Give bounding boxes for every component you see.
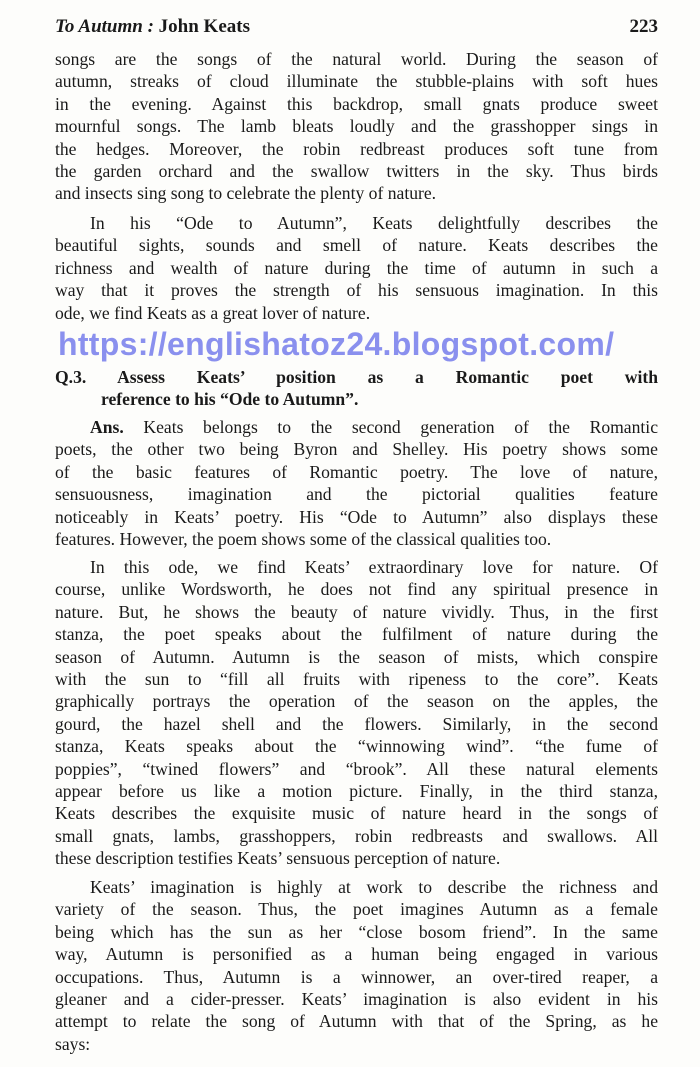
- text-line: and insects sing song to celebrate the plenty of nature.: [55, 183, 437, 204]
- running-header: [55, 16, 250, 38]
- text-line: says:: [55, 1033, 91, 1054]
- text-line: nature. But, he shows the beauty of nature vividly. Thus, in the first: [55, 601, 658, 622]
- text-line: course, unlike Wordsworth, he does not find any spiritual presence in: [55, 579, 658, 600]
- text-line: attempt to relate the song of Autumn with that of the Spring, as he: [55, 1011, 658, 1032]
- text-line: [55, 416, 658, 438]
- text-line: noticeably in Keats’ poetry. His “Ode to Autumn” also displays these: [55, 506, 658, 527]
- text-span: Keats belongs to the second generation of the Romantic: [123, 417, 658, 437]
- text-line: the hedges. Moreover, the robin redbreast produces soft tune from: [55, 138, 658, 159]
- text-line: stanza, Keats speaks about the “winnowing wind”. “the fume of: [55, 736, 658, 757]
- text-line: Keats’ imagination is highly at work to describe the richness and: [90, 877, 658, 897]
- text-line: beautiful sights, sounds and smell of nature. Keats describes the: [55, 235, 658, 256]
- text-line: being which has the sun as her “close bosom friend”. In the same: [55, 921, 658, 942]
- paragraph: [55, 876, 658, 1055]
- paragraph: [55, 48, 658, 205]
- text-line: way, Autumn is personified as a human being engaged in various: [55, 944, 658, 965]
- text-line: graphically portrays the operation of the season on the apples, the: [55, 691, 658, 712]
- paragraph: [55, 556, 658, 869]
- text-line: Keats describes the exquisite music of nature heard in the songs of: [55, 803, 658, 824]
- text-line: of the basic features of Romantic poetry. The love of nature,: [55, 461, 658, 482]
- text-line: the garden orchard and the swallow twitters in the sky. Thus birds: [55, 160, 658, 181]
- text-line: sensuousness, imagination and the pictorial qualities feature: [55, 484, 658, 505]
- text-line: in the evening. Against this backdrop, small gnats produce sweet: [55, 93, 658, 114]
- text-line: In this ode, we find Keats’ extraordinary love for nature. Of: [90, 557, 658, 577]
- text-line: way that it proves the strength of his sensuous imagination. In this: [55, 280, 658, 301]
- text-line: occupations. Thus, Autumn is a winnower, an over-tired reaper, a: [55, 966, 658, 987]
- text-line: these description testifies Keats’ sensuous perception of nature.: [55, 848, 501, 869]
- text-line: mournful songs. The lamb bleats loudly and the grasshopper sings in: [55, 116, 658, 137]
- page-number: 223: [629, 16, 658, 37]
- text-line: reference to his “Ode to Autumn”.: [101, 389, 359, 410]
- text-line: Q.3. Assess Keats’ position as a Romantic poet with: [55, 367, 658, 387]
- header-title: To Autumn :: [55, 16, 154, 37]
- text-line: poppies”, “twined flowers” and “brook”. All these natural elements: [55, 758, 658, 779]
- text-line: In his “Ode to Autumn”, Keats delightfully describes the: [90, 213, 658, 233]
- text-line: autumn, streaks of cloud illuminate the stubble-plains with soft hues: [55, 71, 658, 92]
- watermark-url: https://englishatoz24.blogspot.com/: [58, 326, 615, 362]
- text-line: features. However, the poem shows some of the classical qualities too.: [55, 528, 552, 549]
- text-line: richness and wealth of nature during the time of autumn in such a: [55, 257, 658, 278]
- paragraph: [55, 212, 658, 324]
- answer-paragraph: [55, 416, 658, 550]
- text-line: poets, the other two being Byron and Shelley. His poetry shows some: [55, 439, 658, 460]
- text-line: ode, we find Keats as a great lover of nature.: [55, 302, 371, 323]
- text-line: appear before us like a motion picture. Finally, in the third stanza,: [55, 780, 658, 801]
- answer-label: Ans.: [90, 417, 124, 437]
- text-line: songs are the songs of the natural world. During the season of: [55, 49, 658, 69]
- text-line: small gnats, lambs, grasshoppers, robin redbreasts and swallows. All: [55, 825, 658, 846]
- text-line: gleaner and a cider-presser. Keats’ imagination is also evident in his: [55, 988, 658, 1009]
- header-author: John Keats: [158, 16, 250, 37]
- text-line: variety of the season. Thus, the poet imagines Autumn as a female: [55, 899, 658, 920]
- text-line: gourd, the hazel shell and the flowers. Similarly, in the second: [55, 713, 658, 734]
- question-heading: [55, 366, 658, 411]
- text-line: season of Autumn. Autumn is the season of mists, which conspire: [55, 646, 658, 667]
- text-line: with the sun to “fill all fruits with ripeness to the core”. Keats: [55, 668, 658, 689]
- text-line: stanza, the poet speaks about the fulfilment of nature during the: [55, 624, 658, 645]
